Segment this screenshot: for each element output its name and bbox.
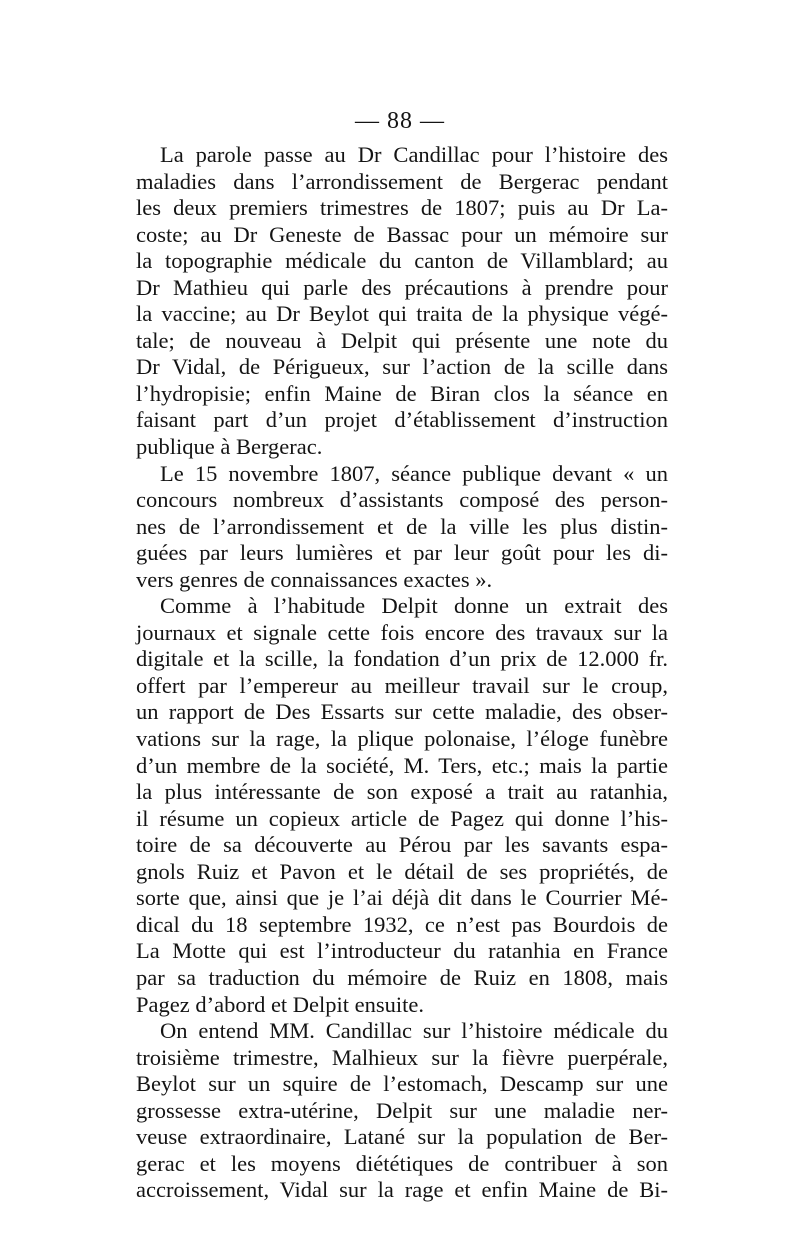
paragraph-4	[136, 1018, 668, 1204]
text-line: tale; de nouveau à Delpit qui présente une note du	[136, 327, 668, 353]
text-line: un rapport de Des Essarts sur cette maladie, des obser-	[136, 699, 668, 725]
text-line: digitale et la scille, la fondation d’un prix de 12.000 fr.	[136, 646, 668, 672]
text-line: d’un membre de la société, M. Ters, etc.; mais la partie	[136, 752, 668, 778]
text-line: la plus intéressante de son exposé a trait au ratanhia,	[136, 779, 668, 805]
text-line: toire de sa découverte au Pérou par les savants espa-	[136, 832, 668, 858]
text-line: gerac et les moyens diététiques de contribuer à son	[136, 1150, 668, 1176]
text-line: Beylot sur un squire de l’estomach, Descamp sur une	[136, 1071, 668, 1097]
text-line: vations sur la rage, la plique polonaise, l’éloge funèbre	[136, 726, 668, 752]
text-line: sorte que, ainsi que je l’ai déjà dit dans le Courrier Mé-	[136, 885, 668, 911]
text-line: la vaccine; au Dr Beylot qui traita de la physique végé-	[136, 301, 668, 327]
text-line: veuse extraordinaire, Latané sur la population de Ber-	[136, 1124, 668, 1150]
text-line: coste; au Dr Geneste de Bassac pour un mémoire sur	[136, 221, 668, 247]
paragraph-2	[136, 461, 668, 594]
text-line: Pagez d’abord et Delpit ensuite.	[136, 991, 425, 1017]
text-line: l’hydropisie; enfin Maine de Biran clos la séance en	[136, 380, 668, 406]
text-line: par sa traduction du mémoire de Ruiz en 1808, mais	[136, 964, 668, 990]
text-line: nes de l’arrondissement et de la ville les plus distin-	[136, 513, 668, 539]
text-line: accroissement, Vidal sur la rage et enfin Maine de Bi-	[136, 1177, 668, 1203]
text-line: La Motte qui est l’introducteur du ratanhia en France	[136, 938, 668, 964]
text-line: journaux et signale cette fois encore des travaux sur la	[136, 619, 668, 645]
text-line: On entend MM. Candillac sur l’histoire médicale du	[160, 1018, 668, 1044]
text-line: offert par l’empereur au meilleur travail sur le croup,	[136, 672, 668, 698]
text-line: publique à Bergerac.	[136, 434, 323, 460]
paragraph-1	[136, 142, 668, 461]
text-line: faisant part d’un projet d’établissement d’instruction	[136, 407, 668, 433]
text-line: dical du 18 septembre 1932, ce n’est pas Bourdois de	[136, 911, 668, 937]
text-line: la topographie médicale du canton de Villamblard; au	[136, 248, 668, 274]
text-line: Le 15 novembre 1807, séance publique devant « un	[160, 460, 668, 486]
text-line: gnols Ruiz et Pavon et le détail de ses propriétés, de	[136, 858, 668, 884]
text-line: troisième trimestre, Malhieux sur la fièvre puerpérale,	[136, 1044, 668, 1070]
text-line: Comme à l’habitude Delpit donne un extrait des	[160, 593, 668, 619]
page-number: — 88 —	[355, 108, 445, 134]
text-line: concours nombreux d’assistants composé des person-	[136, 487, 668, 513]
text-line: grossesse extra-utérine, Delpit sur une maladie ner-	[136, 1097, 668, 1123]
text-line: les deux premiers trimestres de 1807; puis au Dr La-	[136, 195, 668, 221]
text-line: Dr Vidal, de Périgueux, sur l’action de la scille dans	[136, 354, 668, 380]
text-line: vers genres de connaissances exactes ».	[136, 566, 493, 592]
text-line: La parole passe au Dr Candillac pour l’histoire des	[160, 142, 668, 167]
paragraph-3	[136, 593, 668, 1018]
body-text	[136, 142, 668, 1204]
text-line: guées par leurs lumières et par leur goût pour les di-	[136, 540, 668, 566]
text-line: maladies dans l’arrondissement de Bergerac pendant	[136, 168, 668, 194]
text-line: il résume un copieux article de Pagez qui donne l’his-	[136, 805, 668, 831]
text-line: Dr Mathieu qui parle des précautions à prendre pour	[136, 274, 668, 300]
